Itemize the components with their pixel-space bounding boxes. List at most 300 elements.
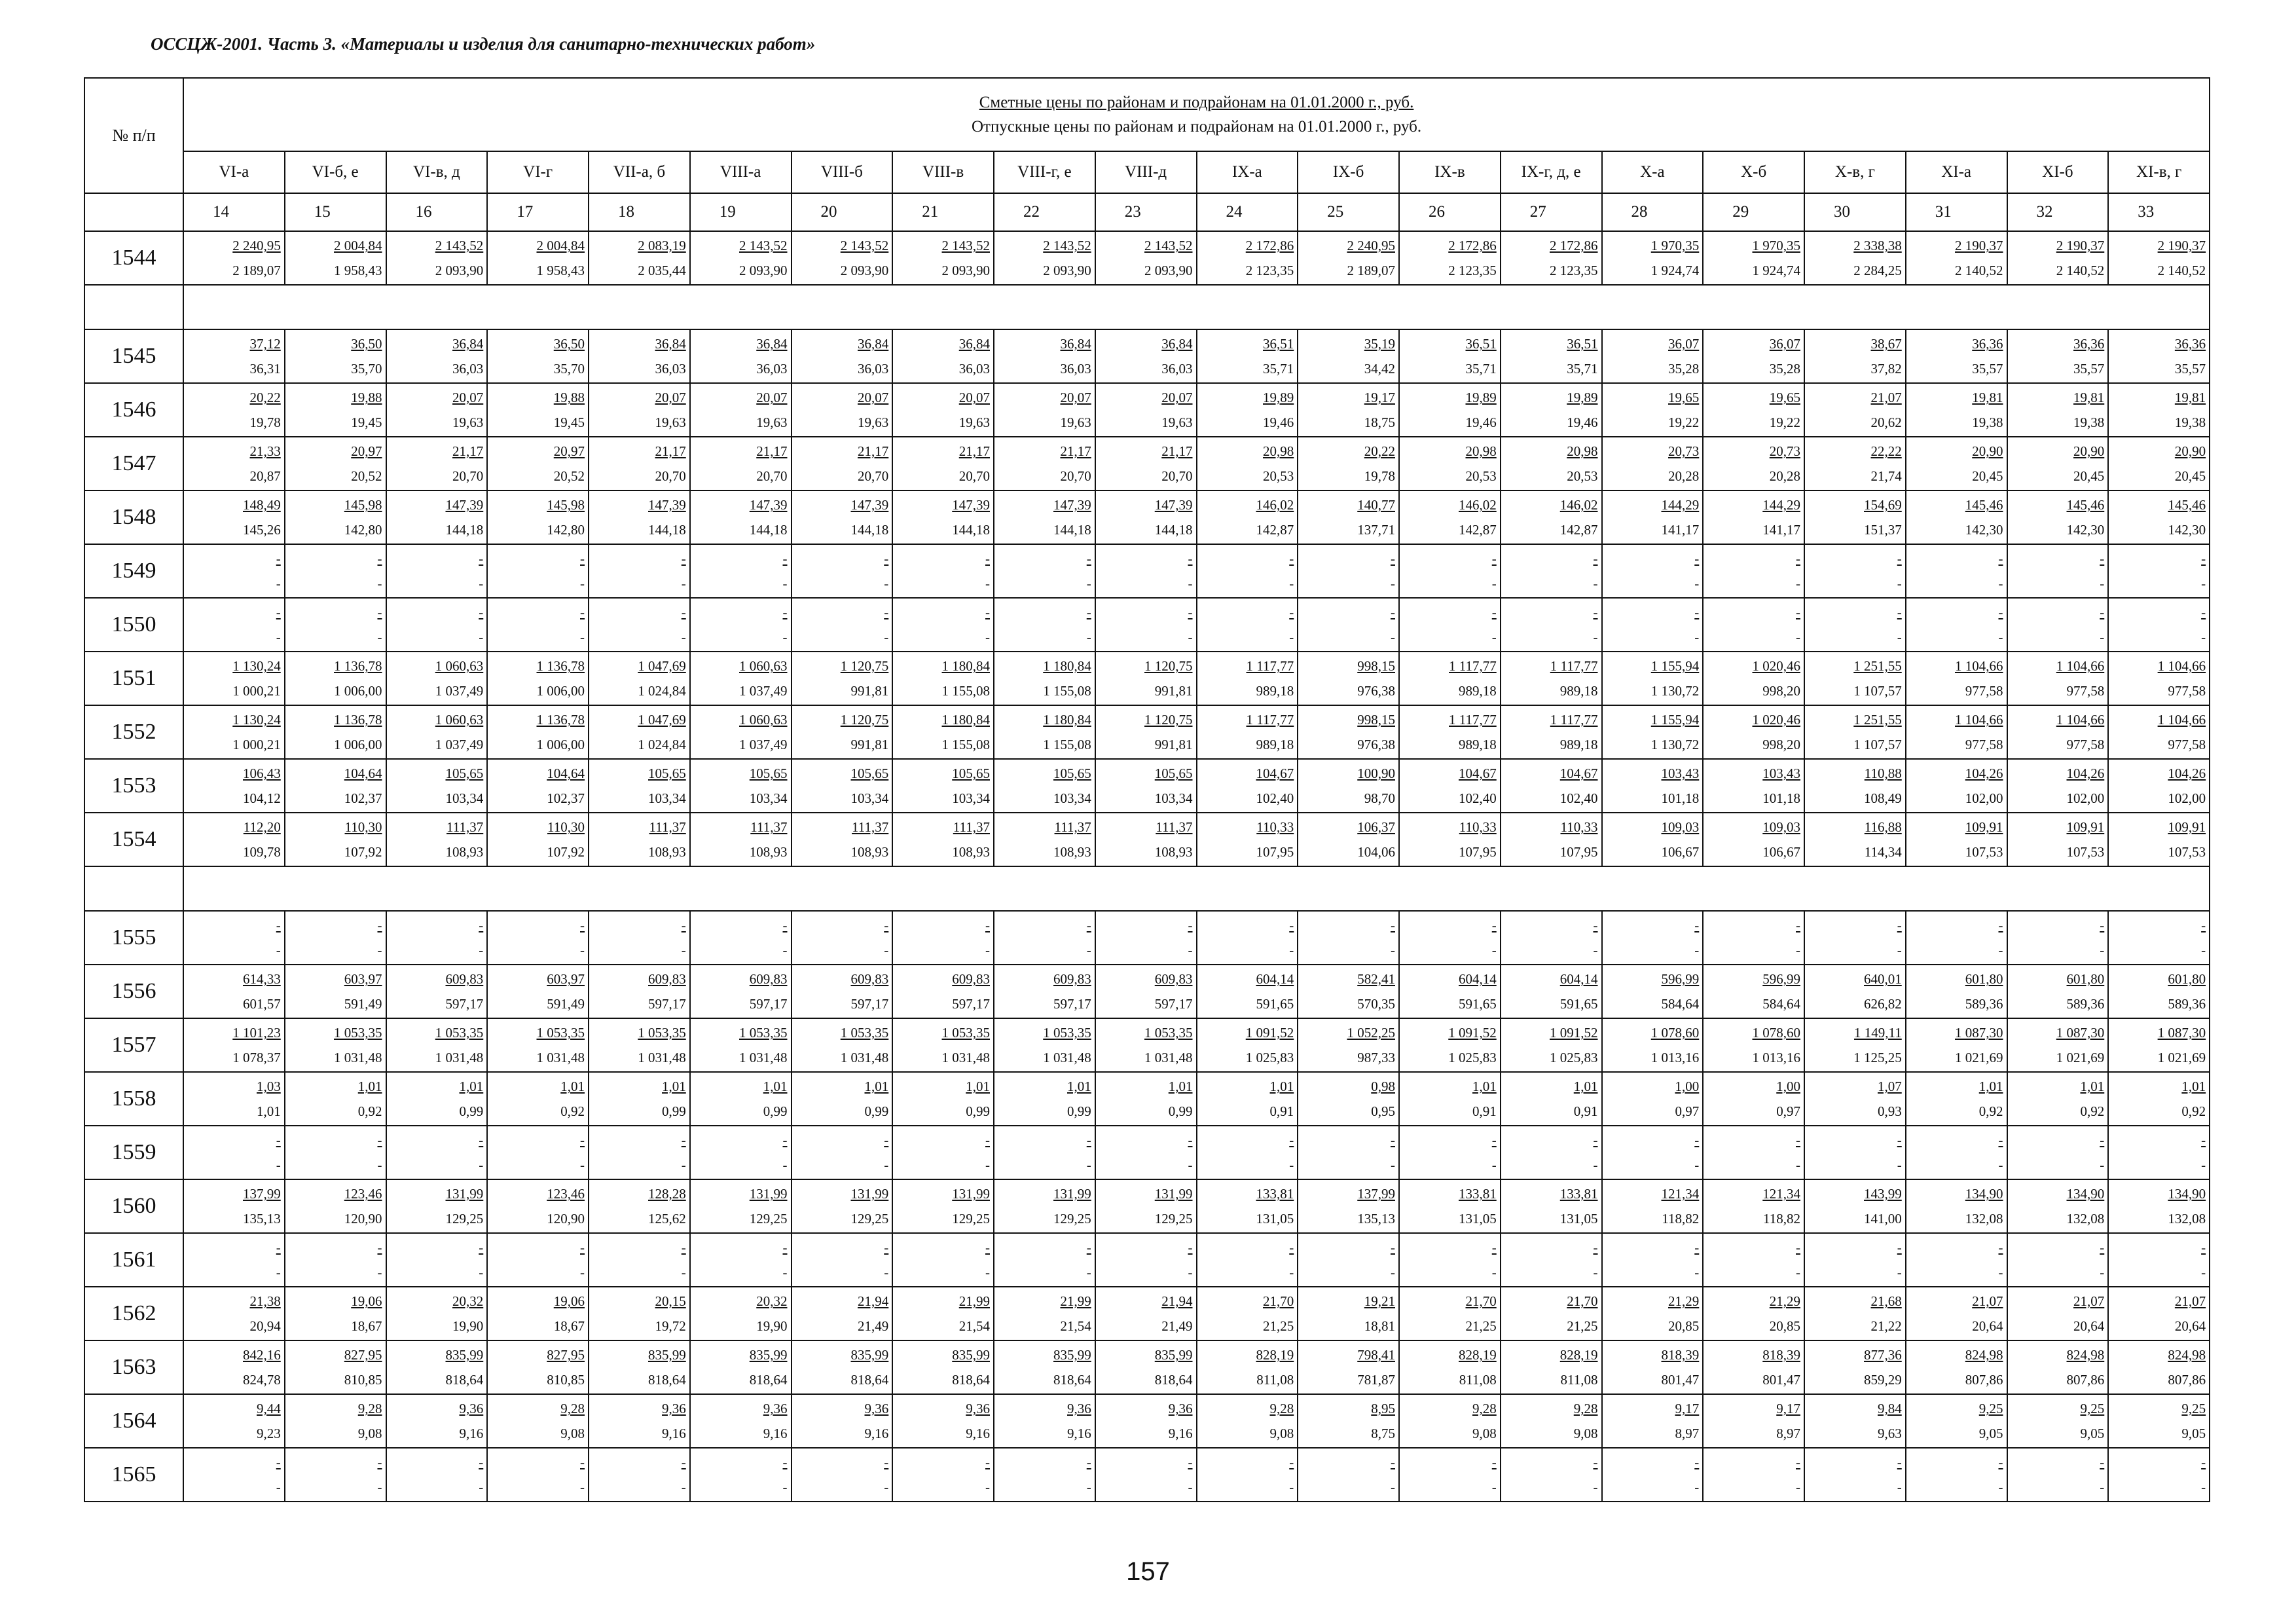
price-cell: [1804, 437, 1906, 490]
release-price: 21,49: [858, 1318, 889, 1334]
estimate-price: 1 180,84: [941, 712, 990, 728]
release-price: 19,90: [756, 1318, 788, 1334]
price-cell: [892, 1179, 994, 1233]
price-cell: [1399, 813, 1501, 866]
price-cell: [285, 490, 386, 544]
estimate-price: 1 117,77: [1449, 658, 1497, 674]
region-header: VI-в, д: [386, 151, 488, 193]
estimate-price: -: [1086, 1454, 1091, 1470]
release-price: -: [1694, 629, 1700, 645]
release-price: 129,25: [850, 1211, 889, 1227]
price-cell: [892, 1340, 994, 1394]
price-cell: [892, 490, 994, 544]
release-price: 102,37: [344, 790, 382, 806]
price-cell: [1602, 1394, 1704, 1448]
release-price: 34,42: [1364, 361, 1395, 377]
release-price: 107,53: [2168, 844, 2206, 860]
release-price: -: [276, 629, 281, 645]
release-price: 18,67: [553, 1318, 585, 1334]
release-price: -: [580, 1264, 585, 1280]
price-cell: [487, 1394, 589, 1448]
price-cell: [285, 652, 386, 705]
price-cell: [589, 652, 690, 705]
estimate-price: 106,37: [1357, 819, 1395, 835]
table-row: [84, 759, 2210, 813]
release-price: 818,64: [1053, 1372, 1091, 1388]
release-price: -: [1897, 942, 1902, 958]
estimate-price: -: [479, 551, 484, 566]
estimate-price: 134,90: [2066, 1186, 2105, 1202]
estimate-price: -: [985, 551, 990, 566]
price-cell: [589, 1394, 690, 1448]
row-number: 1549: [84, 544, 183, 598]
price-cell: [386, 652, 488, 705]
section-divider-cell: [183, 866, 2210, 911]
price-cell: [1501, 437, 1602, 490]
release-price: -: [1998, 629, 2003, 645]
table-row: [84, 598, 2210, 652]
price-cell: [1602, 1018, 1704, 1072]
price-cell: [994, 1233, 1095, 1287]
release-price: -: [479, 1264, 484, 1280]
price-cell: [1906, 1448, 2007, 1502]
release-price: 1 125,25: [1853, 1050, 1902, 1065]
release-price: 144,18: [1053, 522, 1091, 538]
estimate-price: 1 091,52: [1550, 1025, 1598, 1041]
price-cell: [2108, 544, 2210, 598]
release-price: 20,53: [1465, 468, 1497, 484]
column-number: 31: [1906, 193, 2007, 231]
price-cell: [1095, 965, 1197, 1018]
estimate-price: 121,34: [1661, 1186, 1700, 1202]
price-cell: [487, 490, 589, 544]
estimate-price: 21,07: [1870, 390, 1902, 405]
estimate-price: -: [1086, 1240, 1091, 1255]
price-cell: [792, 1072, 893, 1126]
price-cell: [183, 437, 285, 490]
release-price: -: [276, 1264, 281, 1280]
price-cell: [994, 1340, 1095, 1394]
estimate-price: 111,37: [1054, 819, 1091, 835]
estimate-price: 604,14: [1256, 971, 1294, 987]
release-price: 132,08: [2168, 1211, 2206, 1227]
release-price: 801,47: [1762, 1372, 1800, 1388]
estimate-price: 824,98: [1965, 1347, 2003, 1363]
price-cell: [2007, 705, 2109, 759]
price-cell: [2108, 231, 2210, 285]
price-cell: [690, 544, 792, 598]
release-price: -: [1897, 1264, 1902, 1280]
release-price: 129,25: [952, 1211, 990, 1227]
release-price: 108,93: [648, 844, 686, 860]
estimate-price: -: [2100, 1132, 2105, 1148]
row-number: 1558: [84, 1072, 183, 1126]
release-price: -: [1593, 1479, 1598, 1495]
table-row: [84, 813, 2210, 866]
release-price: -: [884, 1264, 889, 1280]
price-cell: [183, 231, 285, 285]
price-cell: [994, 1287, 1095, 1340]
price-cell: [487, 383, 589, 437]
estimate-price: 798,41: [1357, 1347, 1395, 1363]
price-cell: [994, 759, 1095, 813]
release-price: 1 021,69: [1955, 1050, 2003, 1065]
release-price: 36,03: [958, 361, 990, 377]
price-cell: [892, 544, 994, 598]
release-price: 989,18: [1559, 683, 1598, 699]
estimate-price: 133,81: [1459, 1186, 1497, 1202]
price-cell: [589, 437, 690, 490]
price-cell: [1501, 598, 1602, 652]
release-price: 118,82: [1662, 1211, 1700, 1227]
release-price: -: [377, 576, 382, 591]
price-cell: [1197, 1448, 1298, 1502]
price-cell: [1602, 965, 1704, 1018]
price-cell: [487, 1179, 589, 1233]
price-cell: [589, 965, 690, 1018]
estimate-price: 2 338,38: [1853, 238, 1902, 253]
price-cell: [994, 705, 1095, 759]
estimate-price: 19,81: [2073, 390, 2105, 405]
estimate-price: -: [2201, 551, 2206, 566]
estimate-price: 20,90: [2174, 443, 2206, 459]
price-cell: [1906, 383, 2007, 437]
price-cell: [183, 759, 285, 813]
price-cell: [1602, 1179, 1704, 1233]
price-cell: [2007, 813, 2109, 866]
row-number: 1545: [84, 329, 183, 383]
price-cell: [2007, 1072, 2109, 1126]
release-price: 1 155,08: [1043, 737, 1091, 752]
estimate-price: 110,33: [1459, 819, 1497, 835]
release-price: 987,33: [1357, 1050, 1395, 1065]
release-price: 20,52: [553, 468, 585, 484]
release-price: -: [2100, 1264, 2105, 1280]
estimate-price: 35,19: [1364, 336, 1395, 352]
estimate-price: 1 117,77: [1550, 712, 1598, 728]
price-cell: [792, 490, 893, 544]
estimate-price: 19,89: [1567, 390, 1598, 405]
estimate-price: 21,70: [1567, 1293, 1598, 1309]
estimate-prices-title: Сметные цены по районам и подрайонам на 01.01.2000 г., руб.: [979, 94, 1414, 111]
estimate-price: 2 004,84: [536, 238, 585, 253]
release-price: 801,47: [1661, 1372, 1700, 1388]
release-price: 35,57: [2174, 361, 2206, 377]
price-cell: [1501, 911, 1602, 965]
row-number: 1561: [84, 1233, 183, 1287]
estimate-price: -: [377, 604, 382, 620]
release-price: 19,22: [1769, 415, 1800, 430]
estimate-price: 36,84: [1060, 336, 1091, 352]
release-price: -: [1796, 1264, 1800, 1280]
estimate-price: -: [1289, 604, 1294, 620]
estimate-price: -: [985, 1132, 990, 1148]
estimate-price: 111,37: [446, 819, 484, 835]
price-cell: [994, 544, 1095, 598]
estimate-price: 36,36: [1972, 336, 2003, 352]
estimate-price: 596,99: [1762, 971, 1800, 987]
release-price: -: [1391, 1157, 1395, 1173]
price-cell: [1298, 1233, 1399, 1287]
price-cell: [386, 1179, 488, 1233]
estimate-price: 104,64: [547, 766, 585, 781]
price-cell: [892, 1072, 994, 1126]
release-price: -: [1188, 1157, 1193, 1173]
release-price: 20,28: [1668, 468, 1700, 484]
price-cell: [1298, 1287, 1399, 1340]
release-price: 35,71: [1263, 361, 1294, 377]
region-header: VII-а, б: [589, 151, 690, 193]
estimate-price: 111,37: [953, 819, 990, 835]
estimate-price: 1 251,55: [1853, 712, 1902, 728]
price-cell: [487, 1126, 589, 1179]
estimate-price: 20,15: [655, 1293, 686, 1309]
release-price: 818,64: [850, 1372, 889, 1388]
release-price: 818,64: [445, 1372, 484, 1388]
estimate-price: -: [1491, 1132, 1497, 1148]
estimate-price: -: [1391, 1132, 1395, 1148]
release-price: 9,16: [966, 1426, 990, 1441]
release-price: 1 107,57: [1853, 737, 1902, 752]
release-price: -: [1796, 942, 1800, 958]
estimate-price: 1,00: [1776, 1079, 1800, 1094]
section-divider-cell: [183, 285, 2210, 329]
price-cell: [792, 965, 893, 1018]
release-price: 2 123,35: [1245, 263, 1294, 278]
price-cell: [690, 1018, 792, 1072]
table-row: [84, 1448, 2210, 1502]
price-cell: [690, 437, 792, 490]
estimate-price: 609,83: [749, 971, 788, 987]
price-cell: [1501, 759, 1602, 813]
estimate-price: 609,83: [445, 971, 484, 987]
release-price: 810,85: [547, 1372, 585, 1388]
price-cell: [1703, 383, 1804, 437]
estimate-price: 36,36: [2174, 336, 2206, 352]
estimate-price: 20,07: [1060, 390, 1091, 405]
price-cell: [589, 1179, 690, 1233]
price-cell: [2007, 329, 2109, 383]
price-cell: [285, 383, 386, 437]
price-cell: [690, 329, 792, 383]
price-cell: [1602, 1072, 1704, 1126]
release-price: 19,63: [1161, 415, 1193, 430]
estimate-price: 828,19: [1559, 1347, 1598, 1363]
release-price: 125,62: [648, 1211, 686, 1227]
estimate-price: 36,51: [1567, 336, 1598, 352]
estimate-price: 1 087,30: [1955, 1025, 2003, 1041]
release-price: 1 025,83: [1550, 1050, 1598, 1065]
price-cell: [892, 1233, 994, 1287]
release-price: 818,64: [648, 1372, 686, 1388]
estimate-price: -: [2201, 917, 2206, 933]
estimate-price: 104,26: [2066, 766, 2105, 781]
release-price: 36,03: [1161, 361, 1193, 377]
estimate-price: -: [1593, 917, 1598, 933]
page-header: ОССЦЖ-2001. Часть 3. «Материалы и изделия для санитарно-технических работ»: [151, 34, 816, 54]
price-cell: [792, 705, 893, 759]
release-price: 1 006,00: [536, 737, 585, 752]
release-price: 2 140,52: [1955, 263, 2003, 278]
release-price: -: [2201, 1264, 2206, 1280]
estimate-price: 9,25: [1978, 1401, 2003, 1416]
release-price: -: [1593, 576, 1598, 591]
release-price: -: [782, 942, 788, 958]
price-cell: [183, 1340, 285, 1394]
release-price: 1 031,48: [1043, 1050, 1091, 1065]
release-price: 108,93: [749, 844, 788, 860]
price-cell: [285, 813, 386, 866]
release-price: -: [1391, 576, 1395, 591]
release-price: -: [1897, 1479, 1902, 1495]
price-cell: [792, 1287, 893, 1340]
estimate-price: 21,70: [1465, 1293, 1497, 1309]
estimate-price: 21,07: [2073, 1293, 2105, 1309]
release-price: 9,63: [1878, 1426, 1902, 1441]
estimate-price: 1 104,66: [2056, 712, 2105, 728]
release-price: 114,34: [1864, 844, 1902, 860]
estimate-price: 133,81: [1559, 1186, 1598, 1202]
price-cell: [2108, 1179, 2210, 1233]
estimate-price: 0,98: [1371, 1079, 1395, 1094]
estimate-price: 21,17: [1161, 443, 1193, 459]
estimate-price: 20,07: [452, 390, 484, 405]
price-cell: [1703, 652, 1804, 705]
estimate-price: -: [276, 1454, 281, 1470]
row-number: 1562: [84, 1287, 183, 1340]
release-price: 811,08: [1560, 1372, 1598, 1388]
estimate-price: 38,67: [1870, 336, 1902, 352]
estimate-price: -: [377, 917, 382, 933]
estimate-price: 20,98: [1567, 443, 1598, 459]
release-price: 107,92: [547, 844, 585, 860]
price-cell: [792, 1448, 893, 1502]
table-row: [84, 544, 2210, 598]
release-price: -: [1086, 576, 1091, 591]
price-cell: [892, 1394, 994, 1448]
estimate-price: 19,88: [351, 390, 382, 405]
estimate-price: 100,90: [1357, 766, 1395, 781]
price-cell: [1602, 1448, 1704, 1502]
price-cell: [285, 598, 386, 652]
table-row: [84, 329, 2210, 383]
region-header: IX-г, д, е: [1501, 151, 1602, 193]
release-price: -: [2201, 1157, 2206, 1173]
price-cell: [892, 813, 994, 866]
price-cell: [285, 437, 386, 490]
estimate-price: 147,39: [850, 497, 889, 513]
price-cell: [1804, 1448, 1906, 1502]
release-price: -: [580, 942, 585, 958]
release-price: 19,46: [1567, 415, 1598, 430]
estimate-price: 1 120,75: [1144, 712, 1193, 728]
estimate-price: 21,17: [858, 443, 889, 459]
price-cell: [2007, 1233, 2109, 1287]
estimate-price: 134,90: [2168, 1186, 2206, 1202]
release-price: -: [782, 1264, 788, 1280]
release-price: -: [377, 629, 382, 645]
release-price: 1 130,72: [1650, 737, 1700, 752]
estimate-price: 9,44: [257, 1401, 281, 1416]
price-cell: [1399, 652, 1501, 705]
estimate-price: -: [276, 917, 281, 933]
price-cell: [1804, 911, 1906, 965]
price-cell: [1095, 1394, 1197, 1448]
estimate-price: 21,07: [1972, 1293, 2003, 1309]
estimate-price: 609,83: [1154, 971, 1193, 987]
release-price: 19,63: [1060, 415, 1091, 430]
estimate-price: 36,84: [452, 336, 484, 352]
price-cell: [1501, 231, 1602, 285]
release-price: 811,08: [1256, 1372, 1294, 1388]
release-price: 35,57: [1972, 361, 2003, 377]
price-cell: [1804, 231, 1906, 285]
price-cell: [1501, 1340, 1602, 1394]
estimate-price: 22,22: [1870, 443, 1902, 459]
price-cell: [1906, 1179, 2007, 1233]
price-cell: [2108, 383, 2210, 437]
price-cell: [1501, 490, 1602, 544]
price-cell: [1501, 705, 1602, 759]
release-price: 19,63: [655, 415, 686, 430]
release-price: -: [884, 1479, 889, 1495]
release-price: -: [1897, 576, 1902, 591]
release-price: 18,81: [1364, 1318, 1395, 1334]
release-price: -: [1491, 576, 1497, 591]
price-cell: [487, 1233, 589, 1287]
estimate-price: 1 136,78: [536, 712, 585, 728]
price-cell: [1602, 544, 1704, 598]
price-cell: [1298, 652, 1399, 705]
release-price: 0,99: [1168, 1103, 1193, 1119]
release-price: 141,17: [1661, 522, 1700, 538]
estimate-price: -: [1998, 551, 2003, 566]
price-cell: [386, 544, 488, 598]
price-cell: [1804, 1126, 1906, 1179]
price-cell: [1804, 544, 1906, 598]
release-price: 2 189,07: [1347, 263, 1395, 278]
estimate-price: -: [580, 1454, 585, 1470]
price-cell: [1602, 231, 1704, 285]
price-cell: [2007, 490, 2109, 544]
estimate-price: 19,81: [1972, 390, 2003, 405]
price-cell: [2108, 1126, 2210, 1179]
price-cell: [589, 383, 690, 437]
estimate-price: 19,89: [1465, 390, 1497, 405]
estimate-price: 19,21: [1364, 1293, 1395, 1309]
row-number-header: № п/п: [84, 78, 183, 193]
release-price: -: [1188, 1479, 1193, 1495]
estimate-price: 1,01: [1168, 1079, 1193, 1094]
estimate-price: 1 078,60: [1752, 1025, 1800, 1041]
price-cell: [792, 231, 893, 285]
release-price: 1 021,69: [2056, 1050, 2105, 1065]
price-cell: [1906, 544, 2007, 598]
price-cell: [994, 329, 1095, 383]
release-price: 1 107,57: [1853, 683, 1902, 699]
estimate-price: 145,46: [2066, 497, 2105, 513]
price-cell: [1602, 329, 1704, 383]
estimate-price: 601,80: [2168, 971, 2206, 987]
estimate-price: -: [985, 917, 990, 933]
price-cell: [487, 911, 589, 965]
release-price: 2 140,52: [2157, 263, 2206, 278]
price-cell: [1197, 1340, 1298, 1394]
price-cell: [487, 652, 589, 705]
estimate-price: 1 120,75: [1144, 658, 1193, 674]
price-cell: [892, 911, 994, 965]
release-price: -: [1491, 1264, 1497, 1280]
